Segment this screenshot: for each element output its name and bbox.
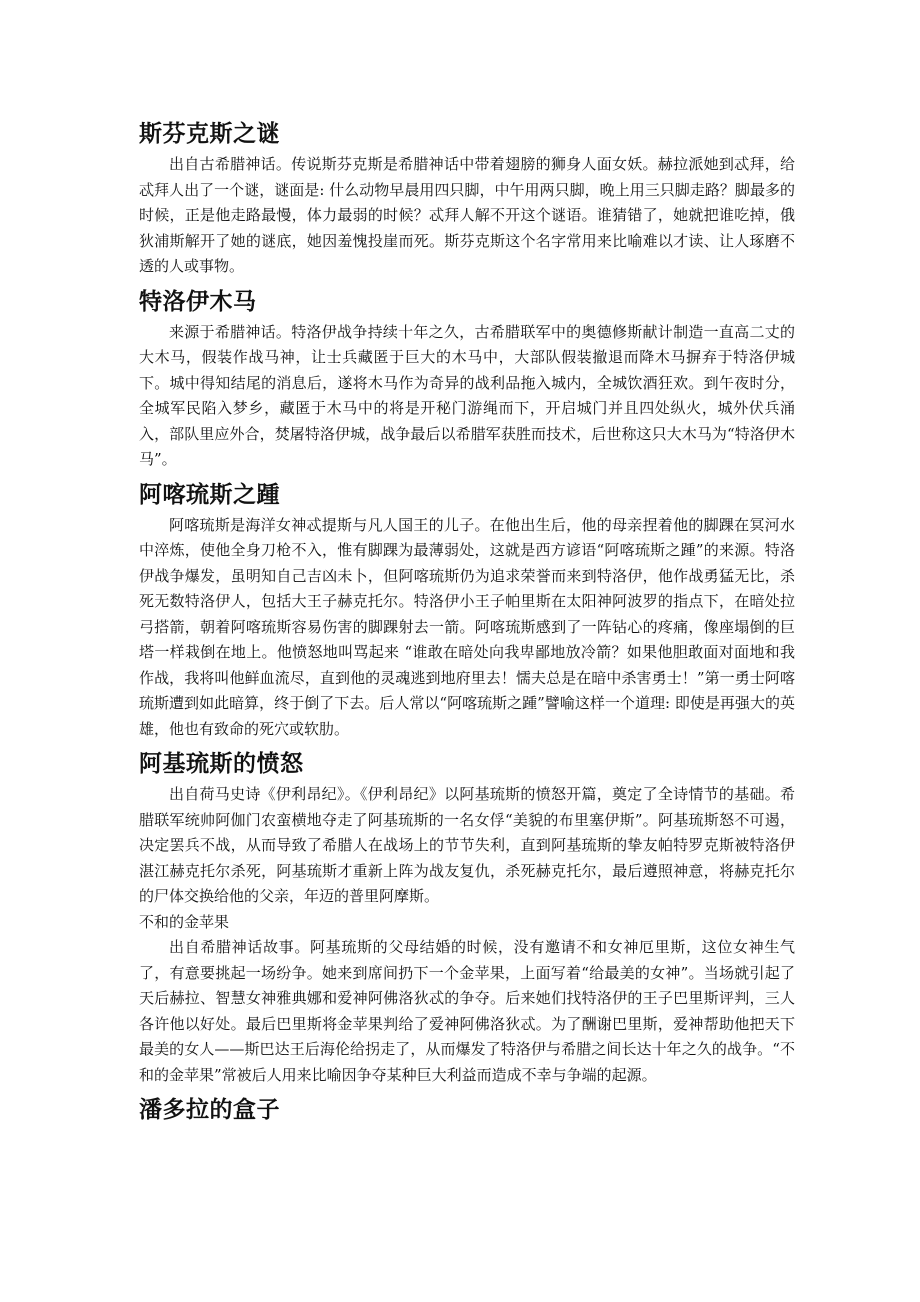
heading-achilles-heel: 阿喀琉斯之踵	[139, 481, 280, 508]
heading-pandoras-box: 潘多拉的盒子	[139, 1097, 280, 1123]
paragraph-trojan-horse: 来源于希腊神话。特洛伊战争持续十年之久，古希腊联军中的奥德修斯献计制造一直高二丈的大木马，假装作战马神，让士兵藏匿于巨大的木马中，大部队假装撤退而降木马摒弃于特洛伊城下。城中得知结尾的消息后，遂将木马作为奇异的战利品拖入城内，全城饮酒狂欢。到午夜时分，全城军民陷入梦乡，藏匿于木马中的将是开秘门游绳而下，开启城门并且四处纵火，城外伏兵涌入，部队里应外合，焚屠特洛伊城，战争最后以希腊军获胜而技术，后世称这只大木马为“特洛伊木马”。	[139, 322, 795, 468]
heading-trojan-horse: 特洛伊木马	[139, 288, 257, 315]
paragraph-achilles-heel: 阿喀琉斯是海洋女神忒提斯与凡人国王的儿子。在他出生后，他的母亲捏着他的脚踝在冥河水中淬炼，使他全身刀枪不入，惟有脚踝为最薄弱处，这就是西方谚语“阿喀琉斯之踵”的来源。特洛伊战争爆发，虽明知自己吉凶未卜，但阿喀琉斯仍为追求荣誉而来到特洛伊，他作战勇猛无比，杀死无数特洛伊人，包括大王子赫克托尔。特洛伊小王子帕里斯在太阳神阿波罗的指点下，在暗处拉弓搭箭，朝着阿喀琉斯容易伤害的脚踝射去一箭。阿喀琉斯感到了一阵钻心的疼痛，像座塌倒的巨塔一样栽倒在地上。他愤怒地叫骂起来 “谁敢在暗处向我卑鄙地放冷箭？如果他胆敢面对面地和我作战，我将叫他鲜血流尽，直到他的灵魂逃到地府里去！懦夫总是在暗中杀害勇士！”第一勇士阿喀琉斯遭到如此暗算，终于倒了下去。后人常以“阿喀琉斯之踵”譬喻这样一个道理: 即使是再强大的英雄，他也有致命的死穴或软肋。	[139, 515, 795, 738]
paragraph-golden-apple: 出自希腊神话故事。阿基琉斯的父母结婚的时候，没有邀请不和女神厄里斯，这位女神生气了，有意要挑起一场纷争。她来到席间扔下一个金苹果，上面写着“给最美的女神”。当场就引起了天后赫拉、智慧女神雅典娜和爱神阿佛洛狄忒的争夺。后来她们找特洛伊的王子巴里斯评判，三人各许他以好处。最后巴里斯将金苹果判给了爱神阿佛洛狄忒。为了酬谢巴里斯，爱神帮助他把天下最美的女人——斯巴达王后海伦给拐走了，从而爆发了特洛伊与希腊之间长达十年之久的战争。“不和的金苹果”常被后人用来比喻因争夺某种巨大利益而造成不幸与争端的起源。	[139, 938, 795, 1084]
paragraph-sphinx-riddle: 出自古希腊神话。传说斯芬克斯是希腊神话中带着翅膀的狮身人面女妖。赫拉派她到忒拜，给忒拜人出了一个谜，谜面是: 什么动物早晨用四只脚，中午用两只脚，晚上用三只脚走路？脚最多的时候，正是他走路最慢，体力最弱的时候？忒拜人解不开这个谜语。谁猜错了，她就把谁吃掉，俄狄浦斯解开了她的谜底，她因羞愧投崖而死。斯芬克斯这个名字常用来比喻难以才读、让人琢磨不透的人或事物。	[139, 155, 795, 275]
heading-wrath-of-achilles: 阿基琉斯的愤怒	[139, 751, 304, 777]
paragraph-wrath-of-achilles: 出自荷马史诗《伊利昂纪》。《伊利昂纪》以阿基琉斯的愤怒开篇，奠定了全诗情节的基础。希腊联军统帅阿伽门农蛮横地夺走了阿基琉斯的一名女俘“美貌的布里塞伊斯”。阿基琉斯怒不可遏，决定罢兵不战，从而导致了希腊人在战场上的节节失利，直到阿基琉斯的挚友帕特罗克斯被特洛伊湛江赫克托尔杀死，阿基琉斯才重新上阵为战友复仇，杀死赫克托尔，最后遵照神意，将赫克托尔的尸体交换给他的父亲，年迈的普里阿摩斯。	[139, 785, 795, 905]
heading-sphinx-riddle: 斯芬克斯之谜	[139, 121, 280, 147]
document-page	[139, 118, 795, 1128]
subheading-golden-apple: 不和的金苹果	[139, 912, 230, 931]
